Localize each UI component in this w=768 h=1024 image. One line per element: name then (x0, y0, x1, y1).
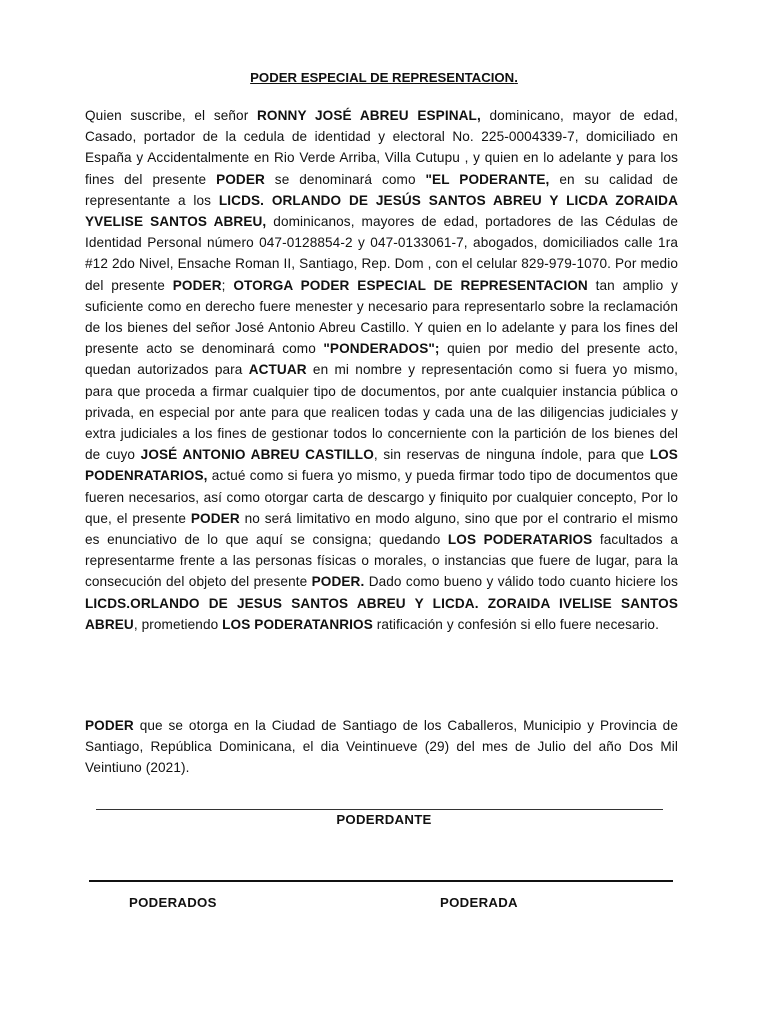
bold-text-run: ACTUAR (248, 362, 307, 378)
bold-text-run: "PONDERADOS"; (323, 341, 440, 357)
text-run: actué como si fuera yo mismo, y pueda firmar todo tipo de documentos que fueren necesarios, así como otorgar carta de descargo y finiquito por cualquier concepto, Por lo que, el presente (85, 468, 678, 526)
bold-text-run: RONNY JOSÉ ABREU ESPINAL, (257, 108, 481, 123)
text-run: quien por medio del presente acto, quedan autorizados para (85, 341, 679, 378)
bold-text-run: PODER (216, 171, 265, 187)
bold-text-run: JOSÉ ANTONIO ABREU CASTILLO (140, 447, 374, 463)
text-run: no será limitativo en modo alguno, sino que por el contrario el mismo es enunciativo de lo que aquí se consigna; quedando (85, 510, 678, 548)
text-run: Dado como bueno y válido todo cuanto hiciere los (364, 574, 678, 590)
text-run: ratificación y confesión si ello fuere necesario. (372, 616, 659, 632)
bold-text-run: "EL PODERANTE, (425, 171, 550, 187)
bold-text-run: LOS PODERATANRIOS (222, 616, 373, 632)
bold-text-run: LOS PODENRATARIOS, (85, 447, 678, 484)
poderdante-signature-line (96, 809, 663, 810)
bold-text-run: LICDS. ORLANDO DE JESÚS SANTOS ABREU Y LICDA ZORAIDA YVELISE SANTOS ABREU, (85, 192, 679, 230)
poderdante-label: PODERDANTE (336, 812, 432, 827)
document-title-text: PODER ESPECIAL DE REPRESENTACION (250, 70, 515, 85)
bold-text-run: OTORGA PODER ESPECIAL DE REPRESENTACION (233, 277, 588, 293)
document-title (0, 70, 768, 85)
bold-text-run: PODER (172, 277, 222, 293)
text-run: Quien suscribe, el señor (85, 108, 258, 123)
text-run: dominicano, mayor de edad, Casado, portador de la cedula de identidad y electoral No. 225-0004339-7, domiciliado en España y Accidentalmente en Rio Verde Arriba, Villa Cutupu , y quien en lo adelante y para los fines del presente (85, 108, 678, 187)
text-run: , sin reservas de ninguna índole, para que (373, 447, 650, 463)
bold-text-run: LICDS.ORLANDO DE JESUS SANTOS ABREU Y LICDA. ZORAIDA IVELISE SANTOS ABREU (85, 595, 678, 632)
document-title-period: . (514, 70, 518, 85)
text-run: facultados a representarme frente a las personas físicas o morales, o instancias que fuere de lugar, para la consecución del objeto del presente (85, 532, 678, 590)
text-run: tan amplio y suficiente como en derecho fuere menester y necesario para representarlo sobre la reclamación de los bienes del señor José Antonio Abreu Castillo. Y quien en lo adelante y para los fines del presente acto se denominará como (85, 277, 678, 357)
body-paragraph-2 (85, 715, 678, 779)
text-run: ; (221, 277, 234, 293)
bold-text-run: PODER. (311, 574, 365, 590)
body-paragraph-1 (85, 105, 678, 635)
bold-text-run: PODER (190, 510, 240, 526)
text-run: en su calidad de representante a los (85, 171, 679, 208)
poderados-signature-line (89, 880, 673, 882)
text-run: se denominará como (264, 171, 426, 187)
text-run: en mi nombre y representación como si fuera yo mismo, para que proceda a firmar cualquier tipo de documentos, por ante cualquier instancia pública o privada, en especial por ante para que realicen todas y cada una de las diligencias judiciales y extra judiciales a los fines de gestionar todos lo concerniente con la partición de los bienes del de cuyo (85, 362, 678, 463)
bold-text-run: PODER (85, 718, 134, 733)
text-run: , prometiendo (133, 616, 223, 632)
bold-text-run: LOS PODERATARIOS (447, 532, 593, 548)
text-run: que se otorga en la Ciudad de Santiago de los Caballeros, Municipio y Provincia de Santiago, República Dominicana, el dia Veintinueve (29) del mes de Julio del año Dos Mil Veintiuno (2021). (85, 718, 678, 776)
poderados-label: PODERADOS (129, 895, 217, 910)
poderada-label: PODERADA (440, 895, 518, 910)
text-run: dominicanos, mayores de edad, portadores de las Cédulas de Identidad Personal número 047-0128854-2 y 047-0133061-7, abogados, domiciliados calle 1ra #12 2do Nivel, Ensache Roman II, Santiago, Rep. Dom , con el celular 829-979-1070. Por medio del presente (85, 214, 678, 293)
